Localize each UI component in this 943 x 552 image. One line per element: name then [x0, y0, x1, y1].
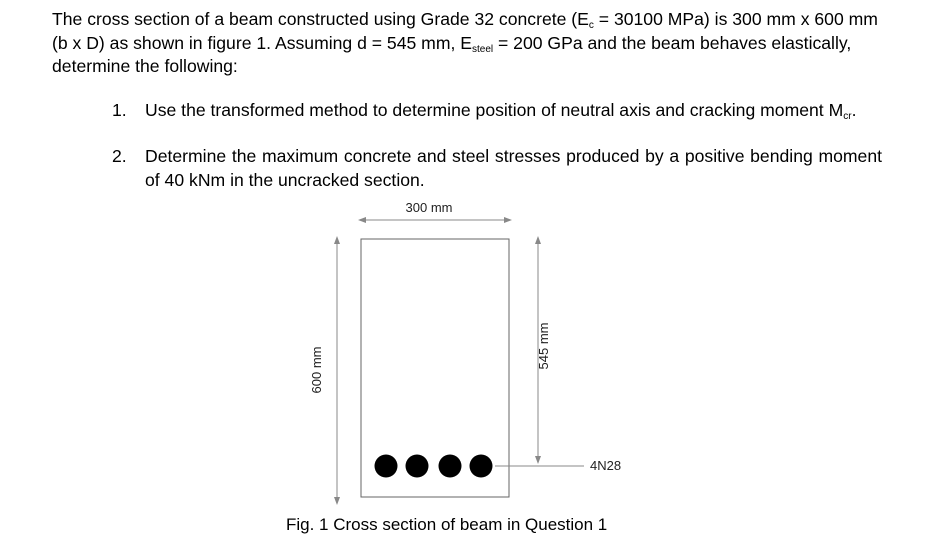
depth-arrow-bottom	[334, 497, 340, 505]
rebar	[406, 455, 429, 478]
effective-depth-label: 545 mm	[536, 322, 551, 370]
intro-text-1: The cross section of a beam constructed using Grade 32 concrete (E	[52, 9, 589, 29]
effective-depth-arrow-top	[535, 236, 541, 244]
width-arrow-left	[358, 217, 366, 223]
effective-depth-arrow-bottom	[535, 456, 541, 464]
rebar	[470, 455, 493, 478]
question-1-period: .	[851, 100, 857, 120]
esteel-subscript: steel	[472, 43, 494, 55]
intro-text-3: = 200 GPa and the beam behaves elastically, determine the following:	[52, 32, 852, 76]
question-text: Determine the maximum concrete and steel stresses produced by a positive bending moment of 40 kNm in the uncracked section.	[145, 146, 882, 190]
question-1-text: Use the transformed method to determine position of neutral axis and cracking moment M	[145, 100, 844, 120]
rebar-label: 4N28	[590, 458, 622, 473]
question-number: 1.	[112, 100, 127, 120]
rebar	[375, 455, 398, 478]
intro-text-2: = 30100 MPa) is 300 mm x 600 mm (b x D) as shown in figure 1. Assuming d = 545 mm, E	[52, 9, 878, 53]
ec-subscript: c	[588, 20, 594, 31]
depth-arrow-top	[334, 236, 340, 244]
mcr-subscript: cr	[843, 111, 852, 122]
question-number: 2.	[112, 146, 127, 166]
width-arrow-right	[504, 217, 512, 223]
width-label: 300 mm	[405, 200, 453, 215]
figure-caption: Fig. 1 Cross section of beam in Question 1	[286, 515, 608, 534]
rebar	[439, 455, 462, 478]
depth-label: 600 mm	[309, 346, 324, 394]
